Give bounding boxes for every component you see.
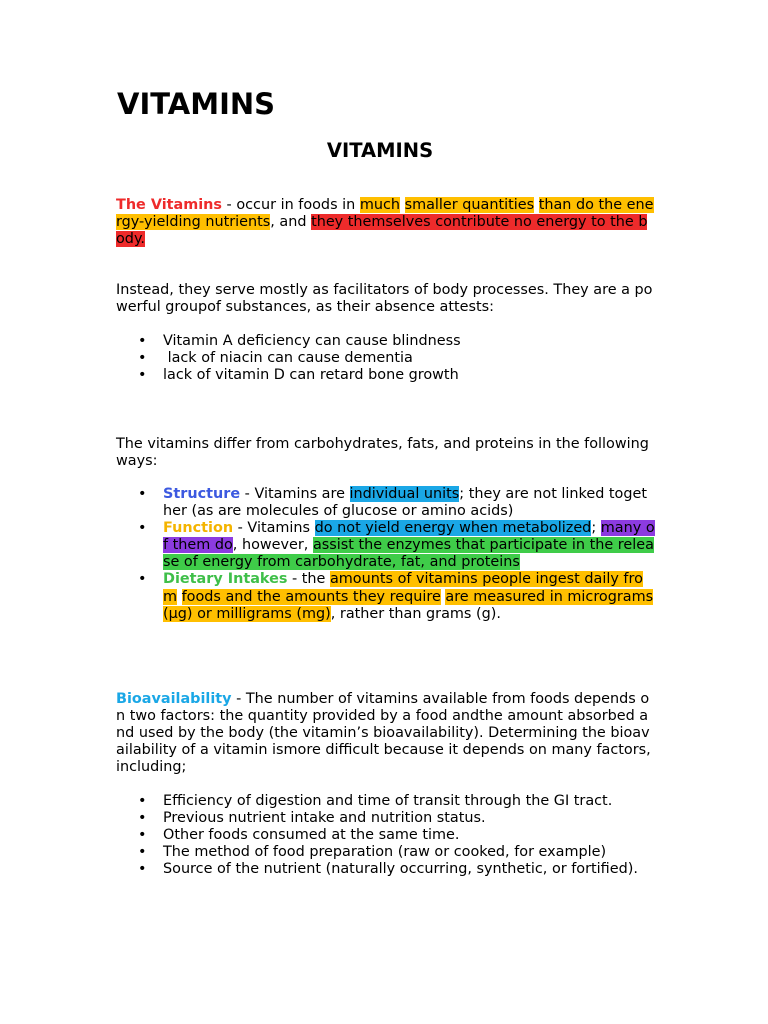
- list-item: • lack of vitamin D can retard bone growth: [116, 367, 656, 384]
- highlight-purple: many of them do: [163, 520, 655, 554]
- text-span: - the: [287, 571, 330, 588]
- list-item-structure: [116, 486, 656, 520]
- text-span: - The number of vitamins available from foods depends on two factors: the quantity provided by a food andthe amount absorbed and used by the body (the vitamin’s bioavailability). Determining the bioavailability of a vitamin ismore difficult because it depends on many factors, including;: [116, 691, 651, 776]
- highlight-yellow: than do the energy-yielding nutrients: [116, 197, 654, 231]
- highlight-blue: individual units: [349, 486, 460, 502]
- list-item: • Vitamin A deficiency can cause blindness: [116, 333, 656, 350]
- list-item: • Other foods consumed at the same time.: [116, 827, 656, 844]
- deficiency-list: [116, 333, 656, 384]
- highlight-blue: do not yield energy when metabolized: [314, 520, 592, 537]
- text-span: - Vitamins are: [240, 486, 350, 502]
- text-span: [177, 589, 182, 605]
- text-span: ; they are not linked together (as are molecules of glucose or amino acids): [163, 486, 647, 520]
- document-title: VITAMINS: [117, 87, 276, 121]
- term-bioavailability: Bioavailability: [116, 691, 232, 707]
- term-structure: Structure: [163, 486, 241, 502]
- list-item: • Previous nutrient intake and nutrition status.: [116, 810, 656, 827]
- highlight-red: they themselves contribute no energy to the body.: [116, 214, 648, 248]
- highlight-yellow: smaller quantities: [404, 197, 535, 213]
- text-span: - Vitamins: [233, 520, 315, 537]
- list-item-dietary-intakes: [116, 571, 656, 622]
- document-subtitle: VITAMINS: [326, 139, 434, 162]
- text-span: - occur in foods in: [221, 197, 360, 213]
- vitamins-intro-paragraph: [116, 197, 656, 248]
- text-span: , rather than grams (g).: [330, 605, 501, 622]
- list-item: • The method of food preparation (raw or cooked, for example): [116, 844, 656, 861]
- bioavailability-paragraph: [116, 691, 656, 776]
- text-span: [400, 197, 405, 213]
- differences-list: [116, 486, 656, 623]
- highlight-yellow: foods and the amounts they require: [181, 588, 441, 605]
- differences-paragraph: The vitamins differ from carbohydrates, fats, and proteins in the following ways:: [116, 436, 649, 470]
- factors-list: [116, 793, 656, 878]
- term-the-vitamins: The Vitamins: [116, 197, 222, 213]
- facilitators-paragraph: Instead, they serve mostly as facilitators of body processes. They are a powerful groupof substances, as their absence attests:: [116, 282, 653, 316]
- list-item: • lack of niacin can cause dementia: [116, 350, 656, 367]
- text-span: , however,: [232, 537, 313, 554]
- highlight-yellow: much: [359, 197, 401, 213]
- list-item: • Source of the nutrient (naturally occurring, synthetic, or fortified).: [116, 861, 656, 878]
- term-function: Function: [163, 520, 234, 537]
- text-span: [534, 197, 539, 213]
- highlight-green: assist the enzymes that participate in the release of energy from carbohydrate, fat, and proteins: [163, 537, 654, 571]
- term-dietary-intakes: Dietary Intakes: [163, 571, 288, 588]
- text-span: , and: [270, 214, 312, 231]
- highlight-yellow: are measured in micrograms (µg) or milligrams (mg): [163, 588, 654, 622]
- text-span: ;: [591, 520, 601, 537]
- list-item-function: [116, 520, 656, 571]
- list-item: • Efficiency of digestion and time of transit through the GI tract.: [116, 793, 656, 810]
- highlight-yellow: amounts of vitamins people ingest daily from: [163, 571, 643, 605]
